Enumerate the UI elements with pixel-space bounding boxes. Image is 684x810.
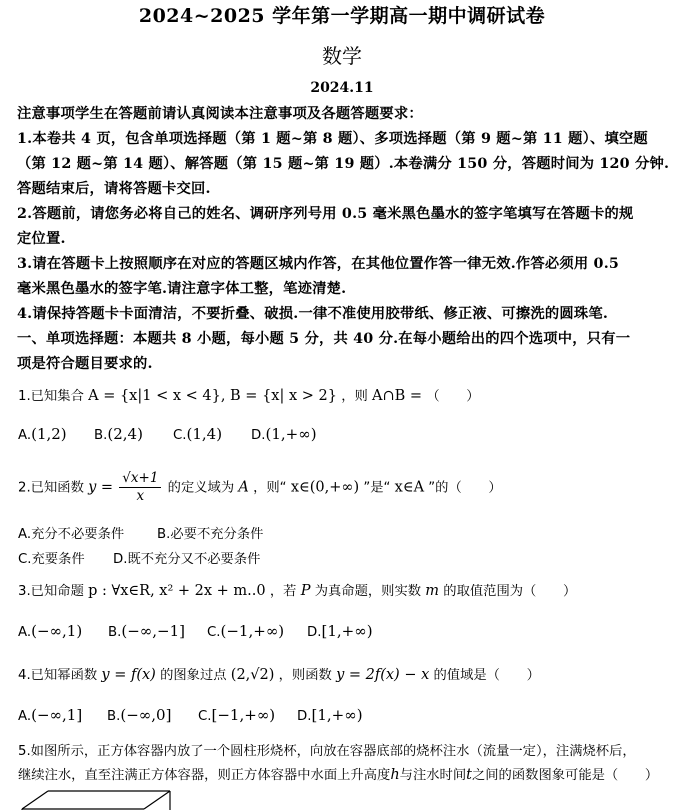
- notice-line: 项是符合题目要求的.: [17, 356, 153, 372]
- q2-option-d: D.既不充分又不必要条件: [113, 552, 261, 567]
- fraction-numerator: √x+1: [119, 470, 161, 488]
- question-1-mid: ，则: [341, 389, 368, 404]
- exam-title: 2024~2025 学年第一学期高一期中调研试卷: [138, 5, 546, 27]
- q2-option-c: C.充要条件: [18, 552, 85, 567]
- question-1: [18, 385, 480, 404]
- question-4-text3: 的值域是（ ）: [433, 668, 540, 683]
- question-4-point: (2,√2): [230, 667, 275, 683]
- q3-option-d: D.[1,+∞): [307, 622, 373, 640]
- notice-line: （第 12 题~第 14 题）、解答题（第 15 题~第 19 题）.本卷满分 150 分，答题时间为 120 分钟.: [17, 156, 670, 172]
- question-3: [18, 580, 576, 599]
- exam-date: 2024.11: [310, 80, 374, 96]
- subject-title: 数学: [322, 44, 362, 68]
- question-2-lhs: y =: [88, 479, 114, 496]
- q1-option-a: A.(1,2): [18, 425, 67, 443]
- question-1-sets: A = {x|1 < x < 4}, B = {x| x > 2}: [88, 388, 337, 404]
- question-3-p: P: [300, 583, 311, 599]
- notice-line: 定位置.: [17, 231, 66, 247]
- q3-option-c: C.(−1,+∞): [207, 622, 285, 640]
- q2-option-b: B.必要不充分条件: [157, 527, 264, 542]
- question-3-proposition: p : ∀x∈R, x² + 2x + m..0: [88, 583, 266, 599]
- question-2-set: A: [238, 479, 249, 496]
- notice-line: 一、单项选择题：本题共 8 小题，每小题 5 分，共 40 分.在每小题给出的四个选项中，只有一: [17, 331, 631, 347]
- q3-option-a: A.(−∞,1): [18, 622, 83, 640]
- question-3-text2: 为真命题，则实数: [314, 584, 422, 599]
- question-2-text4: ”的（ ）: [428, 480, 502, 496]
- q4-option-c: C.[−1,+∞): [198, 706, 276, 724]
- notice-line: 毫米黑色墨水的签字笔.请注意字体工整，笔迹清楚.: [17, 281, 347, 297]
- q2-option-a: A.充分不必要条件: [18, 527, 125, 542]
- question-3-mid: ，若: [269, 584, 297, 599]
- question-2-cond1: x∈(0,+∞): [290, 479, 360, 496]
- question-4-mid: 的图象过点: [160, 668, 227, 683]
- notice-line: 3.请在答题卡上按照顺序在对应的答题区城内作答，在其他位置作答一律无效.作答必须用 0.5: [17, 256, 620, 272]
- q4-option-a: A.(−∞,1]: [18, 706, 83, 724]
- notice-line: 注意事项学生在答题前请认真阅读本注意事项及各题答题要求：: [17, 106, 423, 122]
- question-3-text3: 的取值范围为（ ）: [443, 584, 577, 599]
- question-2-fraction: [119, 470, 161, 505]
- cube-container-figure: [20, 788, 180, 810]
- question-3-prefix: 3.已知命题: [18, 584, 84, 599]
- question-4: [18, 664, 540, 683]
- question-1-expr: A∩B =: [372, 388, 423, 404]
- notice-line: 1.本卷共 4 页，包含单项选择题（第 1 题~第 8 题）、多项选择题（第 9 题~第 11 题）、填空题: [17, 131, 648, 147]
- question-2-text2: ，则“: [253, 480, 287, 496]
- question-4-text2: ，则函数: [278, 668, 332, 683]
- notice-line: 2.答题前，请您务必将自己的姓名、调研序列号用 0.5 毫米黑色墨水的签字笔填写在答题卡的规: [17, 206, 634, 222]
- question-2-prefix: 2.已知函数: [18, 480, 84, 496]
- question-5-line-2: 继续注水，直至注满正方体容器，则正方体容器中水面上升高度h与注水时间t之间的函数图象可能是（ ）: [18, 767, 659, 783]
- question-2: [18, 470, 502, 505]
- question-4-func: y = f(x): [101, 667, 156, 683]
- fraction-denominator: x: [136, 488, 145, 504]
- question-5-line-1: 5.如图所示，正方体容器内放了一个圆柱形烧杯，向放在容器底部的烧杯注水（流量一定），注满烧杯后，: [18, 744, 636, 759]
- q1-option-d: D.(1,+∞): [251, 425, 317, 443]
- notice-line: 答题结束后，请将答题卡交回.: [17, 181, 211, 197]
- question-2-mid: 的定义域为: [167, 480, 235, 496]
- question-4-prefix: 4.已知幂函数: [18, 668, 98, 683]
- q4-option-b: B.(−∞,0]: [107, 706, 172, 724]
- q4-option-d: D.[1,+∞): [297, 706, 363, 724]
- q3-option-b: B.(−∞,−1]: [108, 622, 186, 640]
- question-1-paren: （ ）: [426, 389, 480, 404]
- question-4-func2: y = 2f(x) − x: [336, 667, 430, 683]
- question-1-prefix: 1.已知集合: [18, 389, 84, 404]
- q1-option-c: C.(1,4): [173, 425, 223, 443]
- question-3-m: m: [425, 583, 440, 599]
- question-2-cond2: x∈A: [394, 479, 425, 496]
- q1-option-b: B.(2,4): [94, 425, 143, 443]
- question-2-text3: ”是“: [363, 480, 391, 496]
- notice-line: 4.请保持答题卡卡面清洁，不要折叠、破损.一律不准使用胶带纸、修正液、可擦洗的圆珠笔.: [17, 306, 609, 322]
